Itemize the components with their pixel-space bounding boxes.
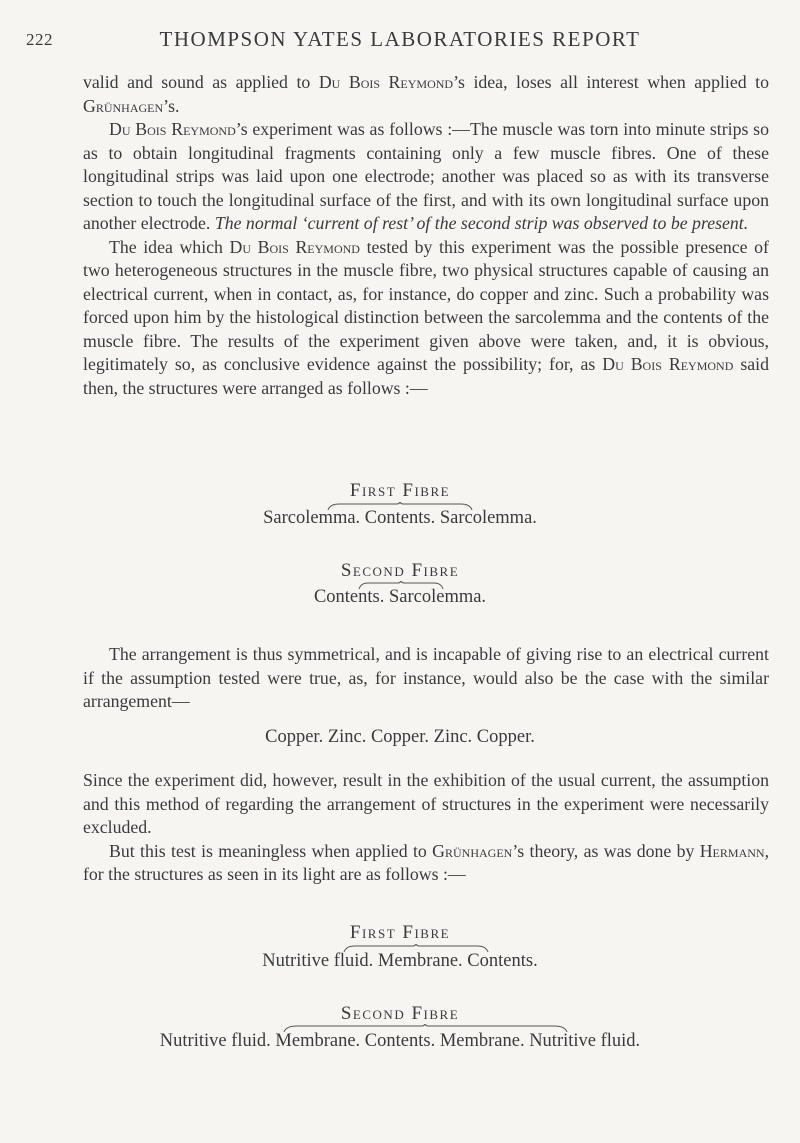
diagram-1-row: Sarcolemma. Contents. Sarcolemma. — [263, 508, 537, 528]
page-number: 222 — [26, 30, 53, 49]
italic-emphasis: The normal ‘current of rest’ of the second strip was observed to be present. — [214, 213, 749, 233]
paragraph-3: The idea which Du Bois Reymond tested by this experiment was the possible presence of two heterogeneous structures in the muscle fibre, two physical structures capable of causing an electrical current, when in contact, as, for instance, do copper and zinc. Such a probability was forced upon him by the histological distinction between the sarcolemma and the contents of the muscle fibre. The results of the experiment given above were taken, and, it is obvious, legitimately so, as conclusive evidence against the possibility; for, as Du Bois Reymond said then, the structures were arranged as follows :— — [83, 236, 769, 398]
author-name: Hermann — [699, 840, 765, 861]
diagram-1-heading: First Fibre — [349, 480, 451, 501]
diagram-4-row: Nutritive fluid. Membrane. Contents. Membrane. Nutritive fluid. — [159, 1031, 641, 1051]
text-block-3 — [83, 769, 769, 887]
metals-row: Copper. Zinc. Copper. Zinc. Copper. — [265, 727, 535, 747]
author-name: Grünhagen — [83, 95, 164, 116]
author-name: Du Bois Reymond — [229, 236, 360, 257]
paragraph-4: The arrangement is thus symmetrical, and is incapable of giving rise to an electrical current if the assumption tested were true, as, for instance, would also be the case with the similar arrangement— — [83, 644, 769, 711]
paragraph-2: Du Bois Reymond’s experiment was as follows :—The muscle was torn into minute strips so as to obtain longitudinal fragments containing only a few muscle fibres. One of these longitudinal strips was laid upon one electrode; another was placed so as with its transverse section to touch the longitudinal surface of the first, and with its own longitudinal surface upon another electrode. The normal ‘current of rest’ of the second strip was observed to be present. — [83, 119, 769, 233]
diagram-3-heading: First Fibre — [349, 922, 451, 943]
author-name: Du Bois Reymond — [602, 354, 734, 374]
paragraph-5: Since the experiment did, however, result in the exhibition of the usual current, the assumption and this method of regarding the arrangement of structures in the experiment were necessarily excluded. — [83, 770, 769, 837]
text-block-1 — [83, 71, 769, 400]
author-name: Du Bois Reymond — [109, 119, 236, 139]
author-name: Du Bois Reymond — [318, 72, 454, 92]
diagram-4-heading: Second Fibre — [340, 1003, 460, 1024]
diagram-2-row: Contents. Sarcolemma. — [313, 587, 487, 607]
diagram-3-row: Nutritive fluid. Membrane. Contents. — [262, 951, 538, 971]
author-name: Grünhagen — [432, 840, 513, 861]
text-block-2 — [83, 643, 769, 714]
running-title: THOMPSON YATES LABORATORIES REPORT — [159, 27, 641, 51]
paragraph-1: valid and sound as applied to Du Bois Reymond’s idea, loses all interest when applied to Grünhagen’s. — [83, 72, 769, 116]
diagram-2-heading: Second Fibre — [340, 560, 460, 581]
paragraph-6: But this test is meaningless when applied to Grünhagen’s theory, as was done by Hermann, for the structures as seen in its light are as follows :— — [83, 840, 770, 884]
